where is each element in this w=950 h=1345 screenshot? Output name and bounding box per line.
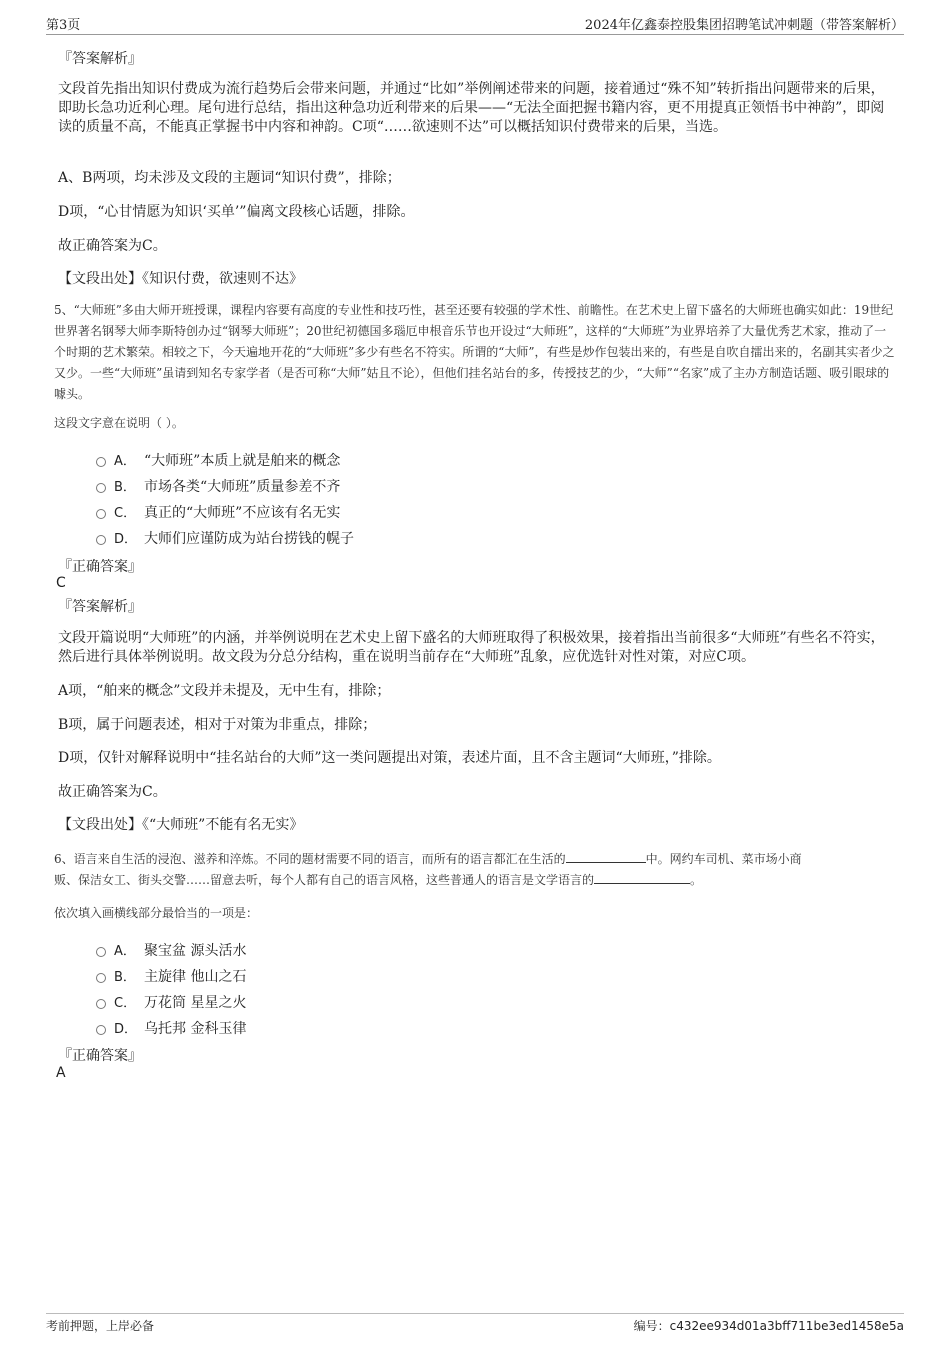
footer-code: 编号：c432ee934d01a3bff711be3ed1458e5a	[633, 1319, 904, 1333]
q6-blank-2	[594, 872, 690, 884]
q5-line-d: D项，仅针对解释说明中“挂名站台的大师”这一类问题提出对策，表述片面，且不含主题词“大师班，”排除。	[58, 750, 721, 766]
radio-icon[interactable]	[96, 483, 106, 493]
q5-analysis-label: 『答案解析』	[58, 599, 142, 615]
q6-blank-1	[566, 851, 646, 863]
radio-icon[interactable]	[96, 973, 106, 983]
radio-icon[interactable]	[96, 535, 106, 545]
page-header	[46, 14, 904, 35]
q6-option-d[interactable]: D． 乌托邦 金科玉律	[96, 1018, 246, 1038]
q5-question: 5、“大师班”多由大师开班授课，课程内容要有高度的专业性和技巧性，甚至还要有较强的学术性、前瞻性。在艺术史上留下盛名的大师班也确实如此：19世纪世界著名钢琴大师李斯特创办过“钢琴大师班”；20世纪初德国多瑙厄申根音乐节也开设过“大师班”，这样的“大师班”为业界培养了大量优秀艺术家，推动了一个时期的艺术繁荣。相较之下，今天遍地开花的“大师班”多少有些名不符实。所谓的“大师”，有些是炒作包装出来的，有些是自吹自擂出来的，名副其实者少之又少。一些“大师班”虽请到知名专家学者（是否可称“大师”姑且不论），但他们挂名站台的多，传授技艺的少，“大师”“名家”成了主办方制造话题、吸引眼球的噱头。	[54, 303, 895, 401]
q5-prompt: 这段文字意在说明（ ）。	[54, 416, 184, 430]
q4-source: 【文段出处】《知识付费，欲速则不达》	[58, 271, 303, 287]
page-number: 第3页	[46, 18, 81, 33]
radio-icon[interactable]	[96, 999, 106, 1009]
q5-conclusion: 故正确答案为C。	[58, 784, 167, 800]
q5-analysis-text: 文段开篇说明“大师班”的内涵，并举例说明在艺术史上留下盛名的大师班取得了积极效果，接着指出当前很多“大师班”有些名不符实，然后进行具体举例说明。故文段为分总分结构，重在说明当前存在“大师班”乱象，应优选针对性对策，对应C项。	[58, 630, 885, 665]
q4-line-ab: A、B两项，均未涉及文段的主题词“知识付费”，排除；	[58, 170, 401, 186]
q5-answer: C	[56, 575, 66, 591]
q6-option-a[interactable]: A． 聚宝盆 源头活水	[96, 940, 246, 960]
q4-conclusion: 故正确答案为C。	[58, 238, 167, 254]
q5-line-a: A项，“舶来的概念”文段并未提及，无中生有，排除；	[58, 683, 391, 699]
page-footer	[46, 1313, 904, 1336]
q6-answer-label: 『正确答案』	[58, 1048, 142, 1064]
q6-option-c[interactable]: C． 万花筒 星星之火	[96, 992, 246, 1012]
q5-option-d[interactable]: D． 大师们应谨防成为站台捞钱的幌子	[96, 528, 354, 548]
q5-option-c[interactable]: C． 真正的“大师班”不应该有名无实	[96, 502, 340, 522]
q5-option-b[interactable]: B． 市场各类“大师班”质量参差不齐	[96, 476, 340, 496]
q5-answer-label: 『正确答案』	[58, 559, 142, 575]
radio-icon[interactable]	[96, 457, 106, 467]
q6-answer: A	[56, 1065, 66, 1081]
q5-source: 【文段出处】《“大师班”不能有名无实》	[58, 817, 304, 833]
radio-icon[interactable]	[96, 1025, 106, 1035]
q4-analysis-label: 『答案解析』	[58, 51, 142, 67]
q6-prompt: 依次填入画横线部分最恰当的一项是：	[54, 906, 259, 920]
q4-line-d: D项，“心甘情愿为知识‘买单’”偏离文段核心话题，排除。	[58, 204, 415, 220]
q6-option-b[interactable]: B． 主旋律 他山之石	[96, 966, 246, 986]
radio-icon[interactable]	[96, 509, 106, 519]
footer-slogan: 考前押题，上岸必备	[46, 1319, 155, 1333]
radio-icon[interactable]	[96, 947, 106, 957]
q5-option-a[interactable]: A． “大师班”本质上就是舶来的概念	[96, 450, 340, 470]
q5-line-b: B项，属于问题表述，相对于对策为非重点，排除；	[58, 717, 377, 733]
q6-question: 6、语言来自生活的浸泡、滋养和淬炼。不同的题材需要不同的语言，而所有的语言都汇在生活的 中。网约车司机、菜市场小商 贩、保洁女工、街头交警……留意去听，每个人都有自己的语言风格，这些普通人的语言是文学语言的 。	[54, 852, 802, 887]
document-title: 2024年亿鑫泰控股集团招聘笔试冲刺题（带答案解析）	[584, 18, 904, 33]
q4-analysis-text: 文段首先指出知识付费成为流行趋势后会带来问题，并通过“比如”举例阐述带来的问题，接着通过“殊不知”转折指出问题带来的后果，即助长急功近利心理。尾句进行总结，指出这种急功近利带来的后果——“无法全面把握书籍内容，更不用提真正领悟书中神韵”，即阅读的质量不高，不能真正掌握书中内容和神韵。C项“……欲速则不达”可以概括知识付费带来的后果，当选。	[58, 81, 885, 135]
